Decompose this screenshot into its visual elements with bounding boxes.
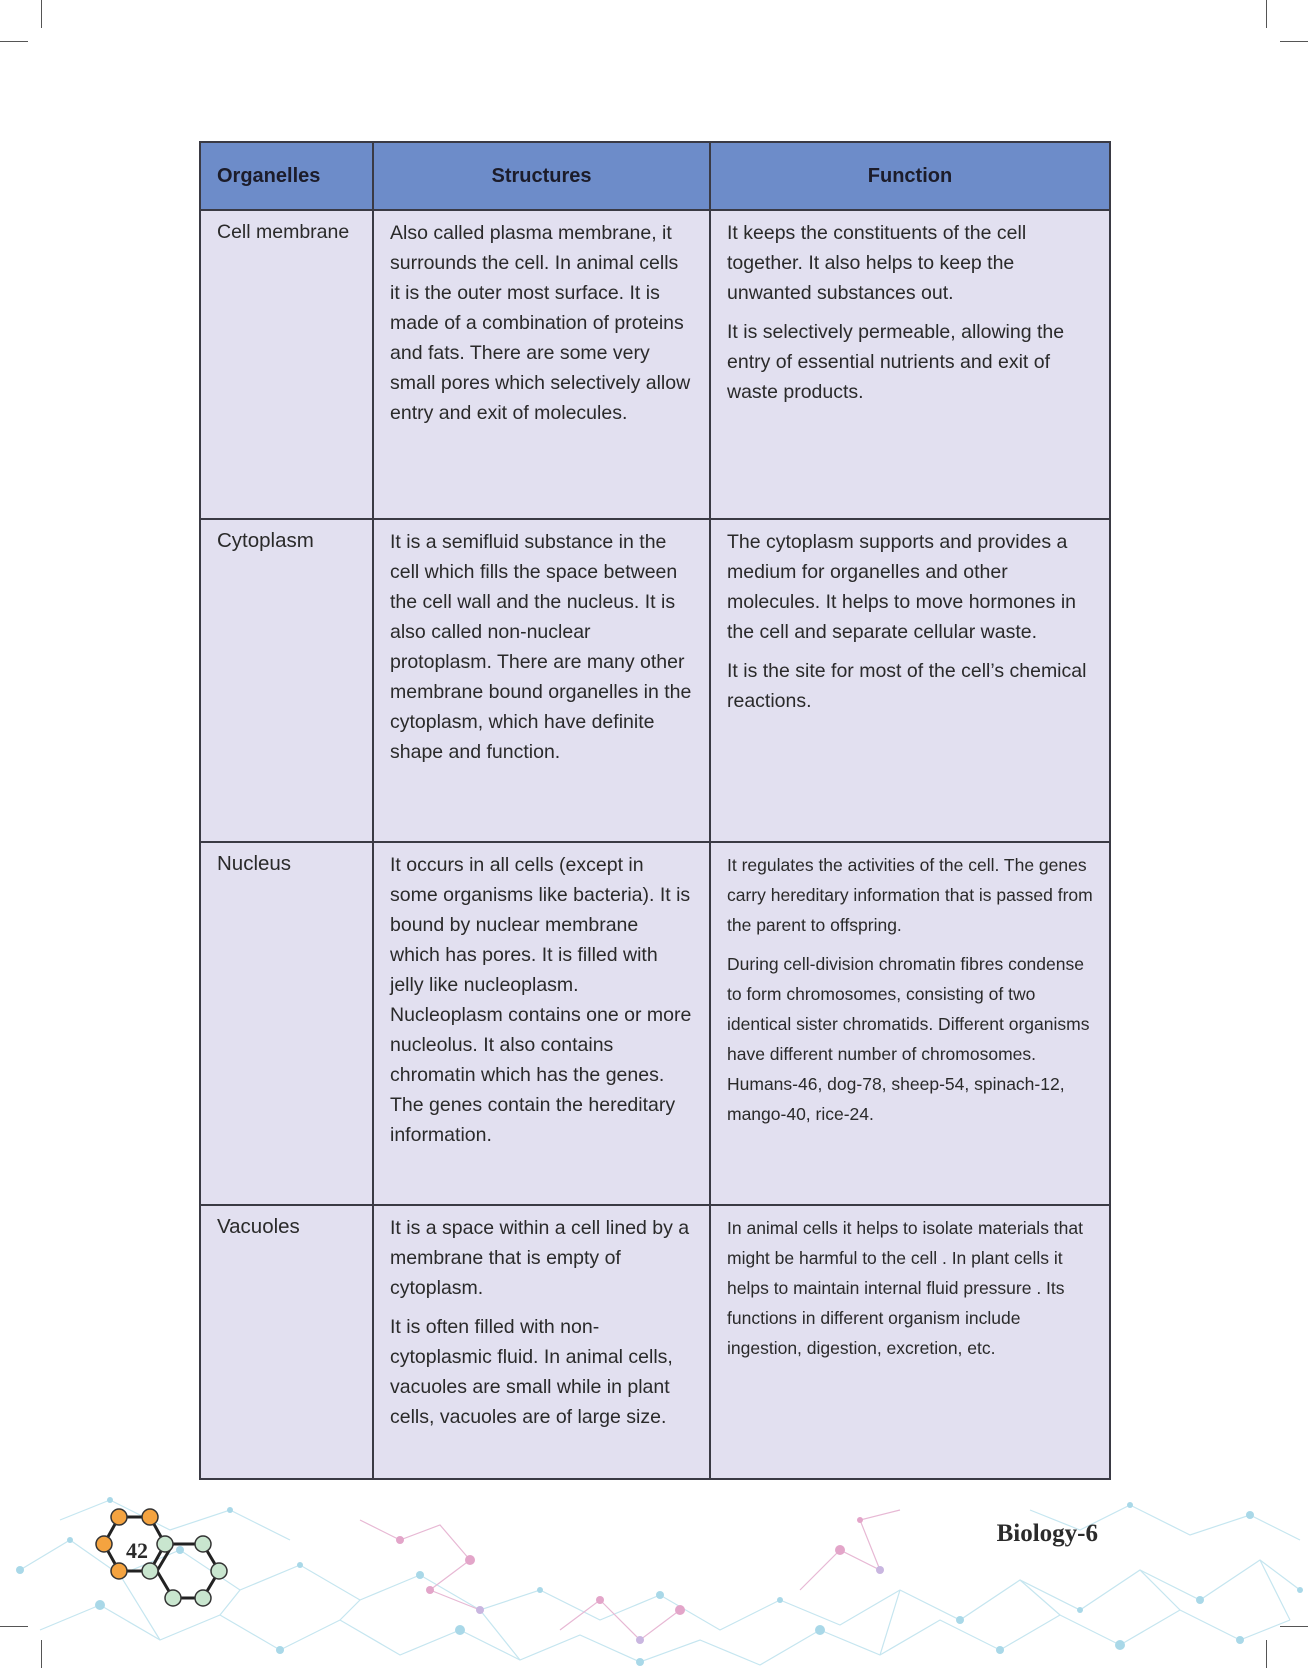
function-text: It is the site for most of the cell’s chemical reactions.: [727, 660, 1087, 712]
structure-text: It is often filled with non-cytoplasmic fluid. In animal cells, vacuoles are small while in plant cells, vacuoles are of large size.: [390, 1316, 673, 1428]
structure-cell: [373, 842, 710, 1205]
crop-mark: [0, 41, 28, 42]
crop-mark: [1266, 0, 1267, 28]
function-cell: [710, 519, 1110, 842]
structure-cell: [373, 1205, 710, 1479]
structure-text: It is a space within a cell lined by a membrane that is empty of cytoplasm.: [390, 1217, 690, 1299]
structure-text: It is a semifluid substance in the cell which fills the space between the cell wall and the nucleus. It is also called non-nuclear protoplasm. There are many other membrane bound organelles in the cytoplasm, which have definite shape and function.: [390, 531, 692, 763]
table-header-row: [200, 142, 1110, 210]
header-function: Function: [710, 142, 1110, 210]
organelles-table: [199, 141, 1111, 1480]
crop-mark: [41, 0, 42, 28]
function-cell: [710, 210, 1110, 519]
organelle-name: Cell membrane: [200, 210, 373, 519]
organelle-name: Nucleus: [200, 842, 373, 1205]
function-text: In animal cells it helps to isolate materials that might be harmful to the cell . In plant cells it helps to maintain internal fluid pressure . Its functions in different organism include ingestion, digestion, excretion, etc.: [727, 1218, 1083, 1358]
table-row: [200, 1205, 1110, 1479]
function-cell: [710, 1205, 1110, 1479]
table-row: [200, 842, 1110, 1205]
function-text: It regulates the activities of the cell. The genes carry hereditary information that is passed from the parent to offspring.: [727, 855, 1093, 935]
function-cell: [710, 842, 1110, 1205]
function-text: During cell-division chromatin fibres condense to form chromosomes, consisting of two identical sister chromatids. Different organisms have different number of chromosomes. Humans-46, dog-78, sheep-54, spinach-12, mango-40, rice-24.: [727, 954, 1090, 1124]
header-structures: Structures: [373, 142, 710, 210]
structure-text: Also called plasma membrane, it surrounds the cell. In animal cells it is the outer most surface. It is made of a combination of proteins and fats. There are some very small pores which selectively allow entry and exit of molecules.: [390, 222, 691, 424]
structure-cell: [373, 519, 710, 842]
function-text: It is selectively permeable, allowing the entry of essential nutrients and exit of waste products.: [727, 321, 1065, 403]
table-row: [200, 210, 1110, 519]
crop-mark: [1280, 41, 1308, 42]
function-text: The cytoplasm supports and provides a medium for organelles and other molecules. It helps to move hormones in the cell and separate cellular waste.: [727, 531, 1077, 643]
table-row: [200, 519, 1110, 842]
organelle-name: Vacuoles: [200, 1205, 373, 1479]
book-title: Biology-6: [996, 1520, 1098, 1547]
hexagon-logo-icon: [90, 1503, 240, 1613]
structure-text: It occurs in all cells (except in some organisms like bacteria). It is bound by nuclear membrane which has pores. It is filled with jelly like nucleoplasm. Nucleoplasm contains one or more nucleolus. It also contains chromatin which has the genes. The genes contain the hereditary information.: [390, 854, 692, 1146]
structure-cell: [373, 210, 710, 519]
function-text: It keeps the constituents of the cell together. It also helps to keep the unwanted substances out.: [727, 222, 1027, 304]
organelle-name: Cytoplasm: [200, 519, 373, 842]
page-number: 42: [126, 1538, 148, 1563]
header-organelles: Organelles: [200, 142, 373, 210]
